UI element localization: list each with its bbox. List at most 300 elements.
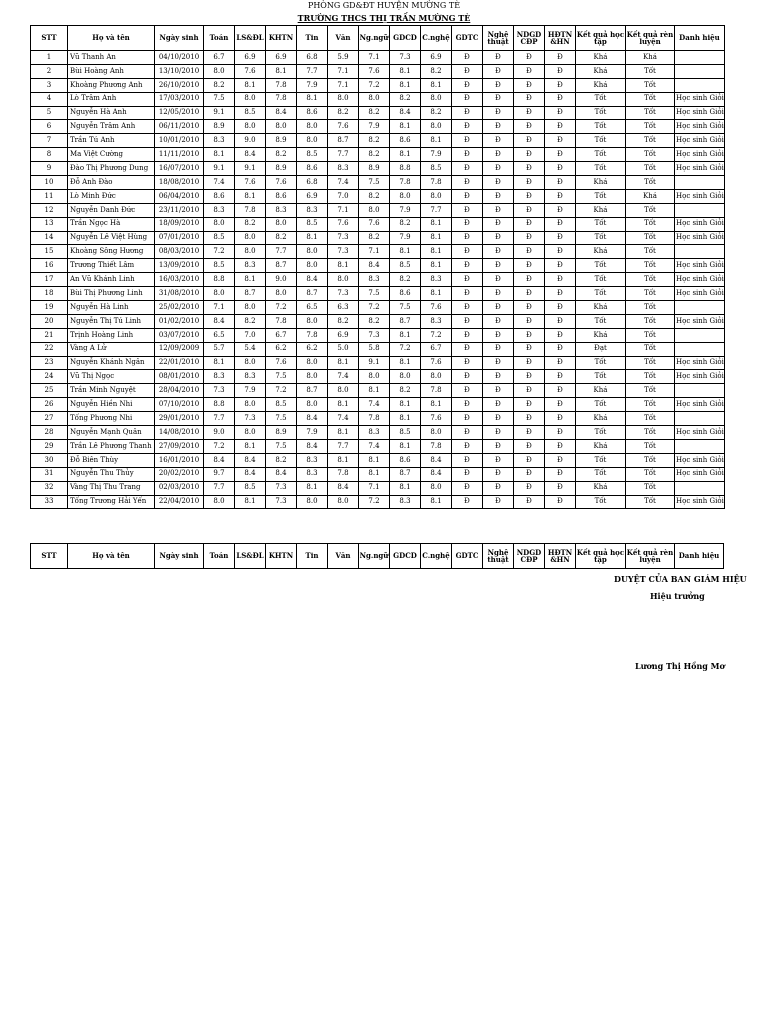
table-cell: Nguyễn Hiền Nhi [68,398,155,412]
table-cell: 8.3 [359,273,390,287]
table-cell: 21 [31,328,68,342]
table-cell: 14 [31,231,68,245]
column-header: Tin [297,26,328,51]
table-cell: Đ [514,370,545,384]
table-cell: 8.7 [328,134,359,148]
table-cell: Tốt [626,287,675,301]
table-cell: 7.2 [390,342,421,356]
table-cell: Trương Thiết Lâm [68,259,155,273]
table-cell: 8.0 [421,120,452,134]
table-cell: Đ [452,342,483,356]
table-cell: 8.1 [328,426,359,440]
table-cell: 9.1 [204,106,235,120]
table-cell: Nguyễn Lê Việt Hùng [68,231,155,245]
table-cell: 8.1 [297,481,328,495]
table-cell: Đ [545,273,576,287]
table-cell: Đ [514,481,545,495]
table-cell: Đ [514,134,545,148]
table-cell: 01/02/2010 [155,314,204,328]
table-cell: 8.0 [328,495,359,509]
table-cell: 30 [31,453,68,467]
table-cell: Đ [545,481,576,495]
column-header: Họ và tên [68,26,155,51]
table-cell: Đ [483,120,514,134]
table-cell: 8.0 [235,301,266,315]
table-row [31,342,725,356]
table-cell: 8.0 [297,398,328,412]
table-cell: Đ [452,78,483,92]
column-header: GDCD [390,544,421,569]
table-cell: Tốt [576,467,626,481]
table-cell: 26/10/2010 [155,78,204,92]
table-cell: 8.3 [297,467,328,481]
table-cell: 7.3 [328,287,359,301]
table-cell: Đ [514,92,545,106]
column-header: Nghệ thuật [483,544,514,569]
table-cell: 8.4 [204,314,235,328]
table-cell: 7.6 [235,64,266,78]
table-cell: Đ [514,398,545,412]
table-cell: 12/05/2010 [155,106,204,120]
table-cell: 8.0 [235,356,266,370]
table-cell: 8.0 [235,398,266,412]
table-cell: 7.2 [359,495,390,509]
table-cell: 8.0 [359,92,390,106]
empty-header-table [30,543,724,569]
table-cell: Vàng A Lử [68,342,155,356]
table-cell: Khá [576,78,626,92]
column-header: HĐTN &HN [545,544,576,569]
table-cell: 9.1 [235,162,266,176]
table-cell: 8.3 [235,259,266,273]
table-cell: Tốt [576,273,626,287]
table-cell: Đ [514,245,545,259]
table-cell: 8.1 [235,189,266,203]
table-cell: 6.5 [204,328,235,342]
table-cell: 10 [31,176,68,190]
table-cell: 7.9 [359,120,390,134]
table-cell: Đ [545,412,576,426]
table-cell: 8.3 [266,203,297,217]
column-header: GDTC [452,26,483,51]
table-row [31,384,725,398]
table-cell: Học sinh Giỏi [675,467,725,481]
table-cell: 8.0 [235,426,266,440]
table-cell: 8.2 [390,273,421,287]
table-cell: 29/01/2010 [155,412,204,426]
table-cell: 7.8 [266,92,297,106]
table-cell: Đ [545,245,576,259]
table-cell: 7.4 [359,439,390,453]
table-cell: 8.1 [235,495,266,509]
table-cell: Đ [483,314,514,328]
grades-table [30,25,725,509]
table-cell: Đ [514,328,545,342]
table-cell: Đ [452,453,483,467]
table-cell: Đ [545,64,576,78]
table-cell: 31 [31,467,68,481]
table-cell: 23 [31,356,68,370]
table-row [31,162,725,176]
table-cell: 7.0 [328,189,359,203]
table-cell: Đ [545,51,576,65]
table-cell: Đ [452,314,483,328]
table-cell: Tốt [626,301,675,315]
table-cell: Tốt [626,398,675,412]
table-cell [675,64,725,78]
table-cell: 8.2 [421,106,452,120]
table-cell: 7.6 [328,217,359,231]
table-cell: 8.5 [235,106,266,120]
table-cell: 8.1 [204,356,235,370]
table-cell: Ma Việt Cường [68,148,155,162]
table-cell: Đ [483,328,514,342]
column-header: KHTN [266,544,297,569]
table-cell: 7.5 [359,287,390,301]
table-cell: 8.0 [390,370,421,384]
table-cell: 8.0 [297,356,328,370]
table-cell: Học sinh Giỏi [675,231,725,245]
table-cell: 8.9 [204,120,235,134]
table-cell: Tốt [626,120,675,134]
table-cell: Đ [514,51,545,65]
table-cell: Đ [452,162,483,176]
table-cell: 8.3 [328,162,359,176]
table-cell: 06/04/2010 [155,189,204,203]
table-cell: Đ [483,398,514,412]
table-cell: 6 [31,120,68,134]
table-cell: Học sinh Giỏi [675,120,725,134]
table-cell: Tốt [626,495,675,509]
table-cell: Tốt [626,342,675,356]
table-cell: 7.3 [204,384,235,398]
table-cell: 7.6 [421,301,452,315]
column-header: GDCD [390,26,421,51]
table-cell: 7.8 [359,412,390,426]
table-cell: Đỗ Biên Thùy [68,453,155,467]
table-cell: 8.2 [328,314,359,328]
table-cell: 8.1 [235,273,266,287]
table-cell: Đ [514,217,545,231]
table-cell: 8.4 [297,273,328,287]
table-cell: Tốt [626,426,675,440]
table-cell: 7.9 [390,231,421,245]
table-cell: Đ [545,301,576,315]
table-cell: Đ [545,259,576,273]
table-cell: Tốt [626,467,675,481]
table-cell: 8.8 [204,398,235,412]
table-row [31,203,725,217]
table-cell: Đ [452,106,483,120]
table-cell: 8.0 [421,189,452,203]
table-cell: 8.1 [297,92,328,106]
table-cell: Đ [452,439,483,453]
table-cell: Khá [576,176,626,190]
table-cell: 4 [31,92,68,106]
table-cell: Đ [483,259,514,273]
table-cell: 03/07/2010 [155,328,204,342]
table-cell: 8.4 [297,439,328,453]
table-cell [675,439,725,453]
table-cell [675,328,725,342]
table-cell: Đ [452,398,483,412]
table-cell: 1 [31,51,68,65]
table-cell: Nguyễn Khánh Ngân [68,356,155,370]
table-row [31,439,725,453]
table-cell: 8.4 [235,148,266,162]
column-header: Toán [204,544,235,569]
table-cell: 8.3 [204,370,235,384]
table-cell: 7.6 [421,412,452,426]
table-cell: Tốt [626,453,675,467]
table-cell: 8.0 [390,189,421,203]
table-cell: Đ [452,412,483,426]
table-cell: Đ [514,342,545,356]
table-cell: 8.0 [328,273,359,287]
table-cell: Đ [483,273,514,287]
table-cell: Đ [545,106,576,120]
table-cell: 8.3 [359,426,390,440]
table-cell: 8.1 [421,287,452,301]
table-cell: Đ [452,148,483,162]
table-cell: Đ [514,106,545,120]
table-cell: 9.7 [204,467,235,481]
column-header: STT [31,26,68,51]
table-cell: 7.1 [204,301,235,315]
table-cell: Đ [452,495,483,509]
table-cell: Đ [545,162,576,176]
table-row [31,51,725,65]
table-cell: Tốt [626,162,675,176]
table-cell: Tốt [576,398,626,412]
table-cell [675,51,725,65]
table-cell: 8.6 [297,106,328,120]
table-cell: 16 [31,259,68,273]
table-cell: Tống Phương Nhi [68,412,155,426]
table-row [31,467,725,481]
table-row [31,398,725,412]
table-cell: Đ [483,148,514,162]
table-cell: 8.6 [390,453,421,467]
table-cell: Đ [483,203,514,217]
table-row [31,370,725,384]
table-row [31,356,725,370]
table-cell: Tốt [576,148,626,162]
column-header: Ngày sinh [155,26,204,51]
column-header: Văn [328,544,359,569]
table-cell: Đ [514,467,545,481]
table-row [31,92,725,106]
table-cell: Khá [576,301,626,315]
table-cell [675,78,725,92]
table-cell: Đ [452,245,483,259]
table-cell: 5.0 [328,342,359,356]
table-cell: Học sinh Giỏi [675,189,725,203]
table-cell: Đ [483,106,514,120]
table-cell: 7.2 [266,301,297,315]
table-cell: 7.5 [266,439,297,453]
table-cell: 8.0 [297,314,328,328]
table-cell: Tốt [626,439,675,453]
column-header: Ngày sinh [155,544,204,569]
table-cell: Đ [514,189,545,203]
table-cell: Đ [483,78,514,92]
table-cell: 7.7 [297,64,328,78]
table-cell: Tốt [626,134,675,148]
table-cell: 8.2 [235,314,266,328]
table-cell: Học sinh Giỏi [675,162,725,176]
table-cell: Tốt [626,273,675,287]
table-cell: Lò Minh Đức [68,189,155,203]
table-cell: Học sinh Giỏi [675,426,725,440]
column-header: KHTN [266,26,297,51]
table-cell: 8.2 [359,231,390,245]
table-cell: 8.1 [328,259,359,273]
table-cell: Đ [545,92,576,106]
table-cell: Đ [452,176,483,190]
table-cell: 8.0 [297,370,328,384]
table-cell: 7.8 [421,176,452,190]
table-row [31,412,725,426]
table-cell: Đ [483,287,514,301]
department-name: PHÒNG GD&ĐT HUYỆN MƯỜNG TÈ [307,1,461,10]
table-cell: 6.9 [421,51,452,65]
table-cell: 7.5 [390,301,421,315]
table-cell: 8.1 [421,259,452,273]
table-cell: 8.3 [421,273,452,287]
table-cell: 24 [31,370,68,384]
table-cell: 18 [31,287,68,301]
table-cell: Đ [545,398,576,412]
table-cell: 6.3 [328,301,359,315]
table-cell: 7.8 [390,176,421,190]
table-cell: Đ [483,481,514,495]
table-cell: Trần Minh Nguyệt [68,384,155,398]
table-cell: 19 [31,301,68,315]
table-row [31,314,725,328]
table-cell: 8.0 [235,245,266,259]
table-cell: 7 [31,134,68,148]
table-cell: 8.4 [421,453,452,467]
table-cell: Tốt [576,314,626,328]
table-cell: Khoàng Sông Hương [68,245,155,259]
table-cell: Đ [514,314,545,328]
table-cell: 7.9 [297,78,328,92]
table-cell: 5.7 [204,342,235,356]
table-cell: Khá [576,481,626,495]
table-cell: Lò Trâm Anh [68,92,155,106]
column-header: LS&ĐL [235,544,266,569]
table-cell: 8.8 [390,162,421,176]
table-cell: 8.5 [390,426,421,440]
table-cell: 7.3 [266,495,297,509]
table-cell: 8.1 [328,453,359,467]
table-cell: 7.9 [421,148,452,162]
table-cell: Đ [514,287,545,301]
table-cell: 8.1 [390,398,421,412]
table-cell: 8.0 [266,120,297,134]
table-cell: Đ [545,342,576,356]
table-cell: 8 [31,148,68,162]
table-cell: 8.1 [390,328,421,342]
table-cell: 15 [31,245,68,259]
table-cell: Đ [452,481,483,495]
table-cell: 8.0 [266,217,297,231]
table-row [31,495,725,509]
table-cell: 29 [31,439,68,453]
table-cell: Trịnh Hoàng Linh [68,328,155,342]
table-cell: 8.9 [266,426,297,440]
table-cell: 22 [31,342,68,356]
table-cell: Đ [452,231,483,245]
table-cell: Khoàng Phương Anh [68,78,155,92]
table-cell: Đ [545,148,576,162]
table-cell: 8.1 [390,120,421,134]
table-cell: 7.7 [266,245,297,259]
table-cell: Học sinh Giỏi [675,134,725,148]
table-cell: 8.2 [266,453,297,467]
table-row [31,148,725,162]
table-cell: 8.4 [421,467,452,481]
table-cell: 8.0 [359,203,390,217]
table-cell: 8.7 [235,287,266,301]
column-header: Kết quả rèn luyện [626,544,675,569]
table-cell: Đ [452,64,483,78]
table-cell: Tốt [626,314,675,328]
table-row [31,301,725,315]
table-cell: Đ [514,301,545,315]
table-cell: Tốt [626,176,675,190]
table-cell: 8.2 [359,134,390,148]
table-cell: 25/02/2010 [155,301,204,315]
table-cell: Đ [514,203,545,217]
table-cell: 8.0 [235,92,266,106]
table-cell: Trần Lê Phương Thanh [68,439,155,453]
table-cell: 8.4 [297,412,328,426]
table-cell: Tốt [576,370,626,384]
table-cell: Học sinh Giỏi [675,287,725,301]
table-cell: 8.4 [266,106,297,120]
table-row [31,120,725,134]
table-cell: Học sinh Giỏi [675,106,725,120]
table-cell: Nguyễn Hà Anh [68,106,155,120]
table-cell: 7.3 [328,245,359,259]
table-cell: 5.8 [359,342,390,356]
table-cell: 8.4 [266,467,297,481]
table-cell: Đ [452,92,483,106]
table-cell: 6.9 [297,189,328,203]
table-cell: 8.0 [421,92,452,106]
table-cell: 7.7 [328,148,359,162]
table-cell: 33 [31,495,68,509]
table-cell: Nguyễn Hà Linh [68,301,155,315]
table-cell: Đ [514,176,545,190]
table-cell: 27 [31,412,68,426]
table-cell: 7.4 [328,370,359,384]
table-header-row [31,26,725,51]
table-cell: Đ [514,231,545,245]
table-cell: 8.2 [235,217,266,231]
table-cell: 7.8 [235,203,266,217]
table-cell: 8.2 [266,231,297,245]
table-cell: Đ [483,453,514,467]
table-cell: Nguyễn Mạnh Quân [68,426,155,440]
table-cell: 8.1 [266,64,297,78]
column-header: Danh hiệu [675,544,724,569]
table-row [31,481,725,495]
table-cell: Tốt [626,245,675,259]
table-cell: 8.1 [390,481,421,495]
